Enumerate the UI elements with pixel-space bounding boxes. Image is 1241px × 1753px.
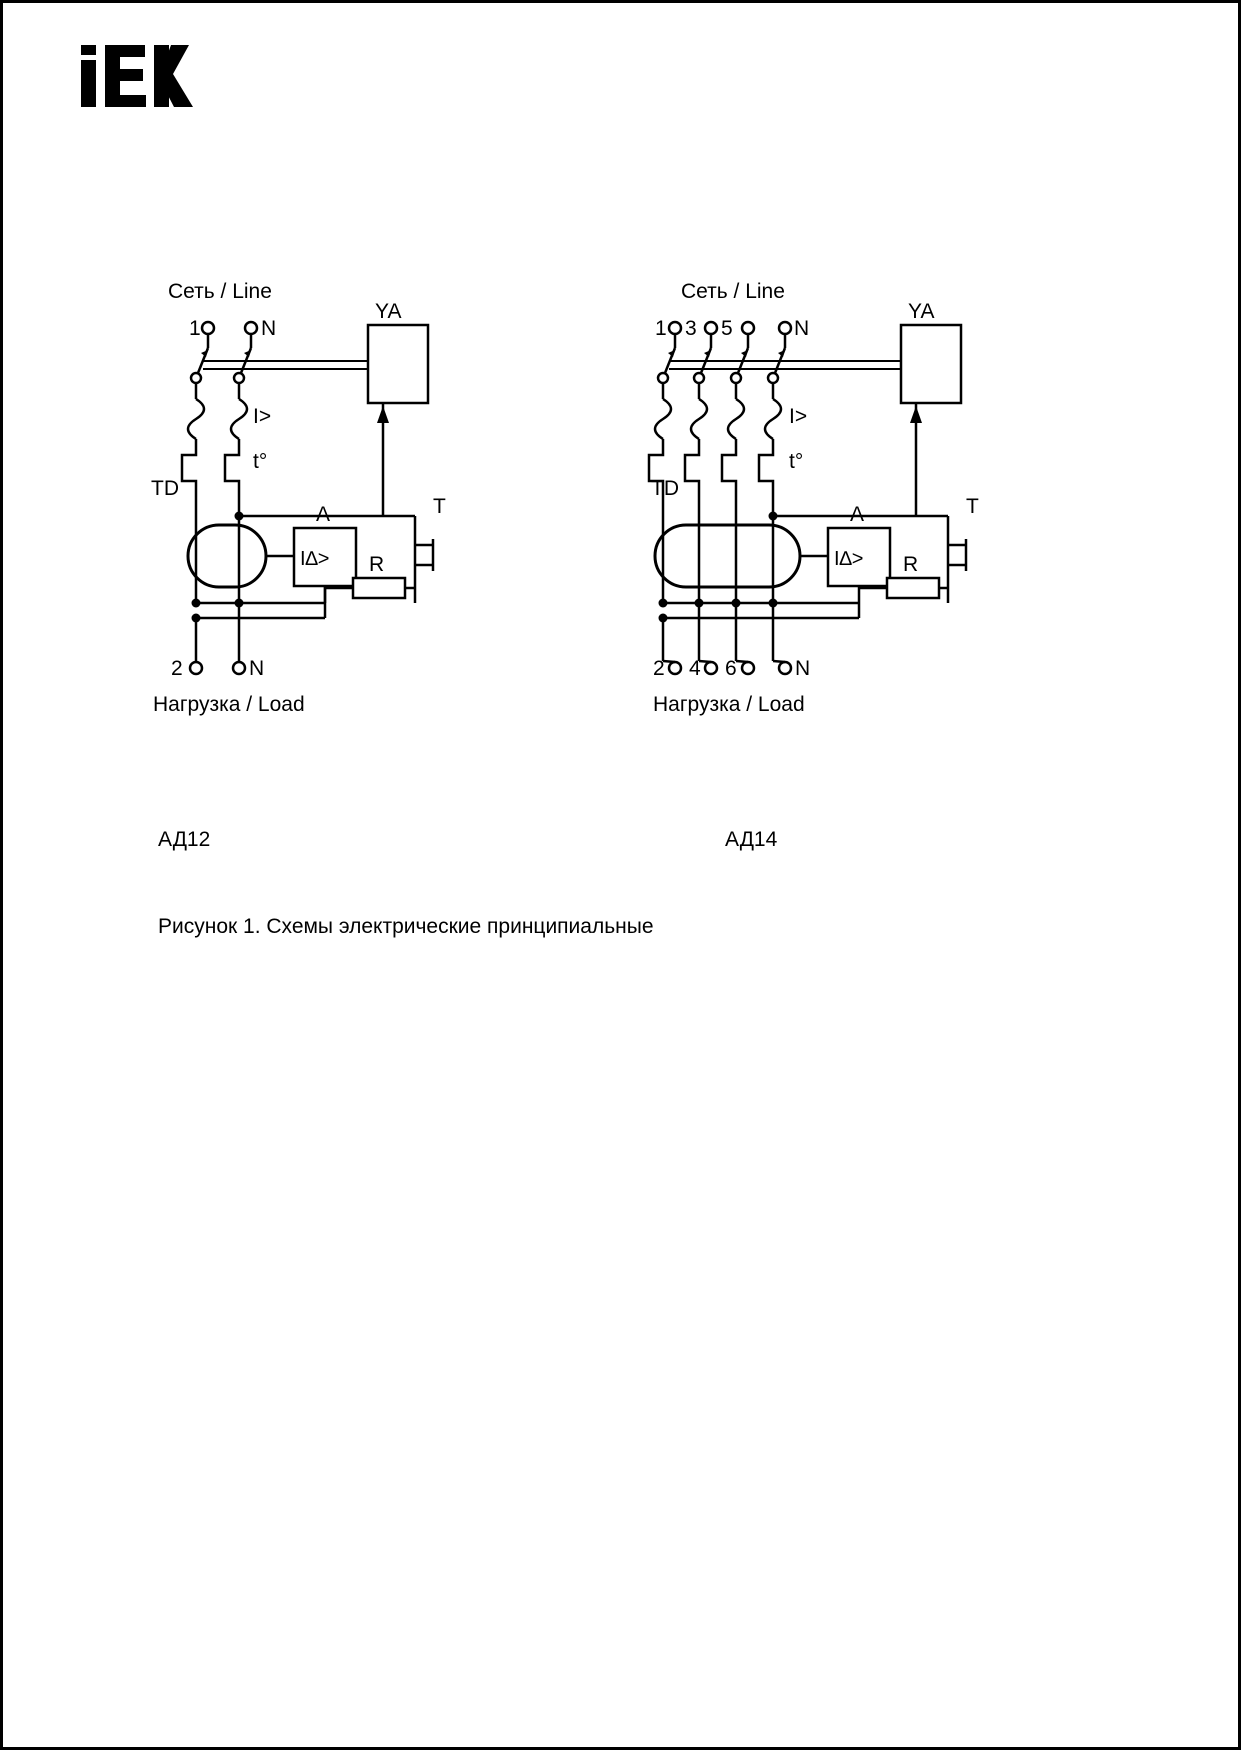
trigger-arrow	[910, 406, 922, 423]
terminal-label-1: 1	[655, 317, 667, 340]
ya-coil-box	[368, 325, 428, 403]
overcurrent-label: I>	[789, 405, 808, 428]
terminal-dot	[190, 662, 202, 674]
terminal-label-N: N	[249, 657, 265, 680]
line-label-right: Сеть / Line	[681, 280, 785, 303]
terminal-dot	[233, 662, 245, 674]
ya-label: YA	[908, 300, 935, 323]
terminal-label-6: 6	[725, 657, 737, 680]
resistor-label: R	[903, 553, 919, 576]
td-label: TD	[151, 477, 179, 500]
resistor-label: R	[369, 553, 385, 576]
test-button-label: T	[966, 495, 979, 518]
terminal-dot	[202, 322, 214, 334]
model-label-ad12: АД12	[158, 828, 211, 851]
test-switch	[415, 539, 433, 571]
terminal-label-3: 3	[685, 317, 697, 340]
ya-coil-box	[901, 325, 961, 403]
terminal-label-4: 4	[689, 657, 701, 680]
differential-label: I∆>	[300, 548, 330, 570]
trigger-arrow	[377, 406, 389, 423]
terminal-label-2: 2	[653, 657, 665, 680]
terminal-dot	[245, 322, 257, 334]
line-label-left: Сеть / Line	[168, 280, 272, 303]
td-label: TD	[651, 477, 679, 500]
ya-label: YA	[375, 300, 402, 323]
model-label-ad14: АД14	[725, 828, 778, 851]
load-label-left: Нагрузка / Load	[153, 693, 305, 716]
amplifier-label: A	[316, 503, 331, 526]
diagram-ad12	[151, 280, 446, 716]
thermal-label: t°	[253, 450, 268, 473]
load-label-right: Нагрузка / Load	[653, 693, 805, 716]
terminal-label-N: N	[795, 657, 811, 680]
thermal-label: t°	[789, 450, 804, 473]
toroid-transformer	[188, 525, 266, 587]
differential-label: I∆>	[834, 548, 864, 570]
terminal-label-N: N	[794, 317, 810, 340]
schematics-container	[3, 3, 1241, 1753]
terminal-label-5: 5	[721, 317, 733, 340]
resistor-box	[353, 578, 405, 598]
test-switch	[948, 539, 966, 571]
terminal-label-N: N	[261, 317, 277, 340]
overcurrent-label: I>	[253, 405, 272, 428]
toroid-transformer	[655, 525, 800, 587]
figure-caption: Рисунок 1. Схемы электрические принципиальные	[158, 915, 654, 938]
amplifier-label: A	[850, 503, 865, 526]
resistor-box	[887, 578, 939, 598]
diagram-ad14	[649, 280, 979, 716]
terminal-label-1: 1	[189, 317, 201, 340]
terminal-label-2: 2	[171, 657, 183, 680]
test-button-label: T	[433, 495, 446, 518]
